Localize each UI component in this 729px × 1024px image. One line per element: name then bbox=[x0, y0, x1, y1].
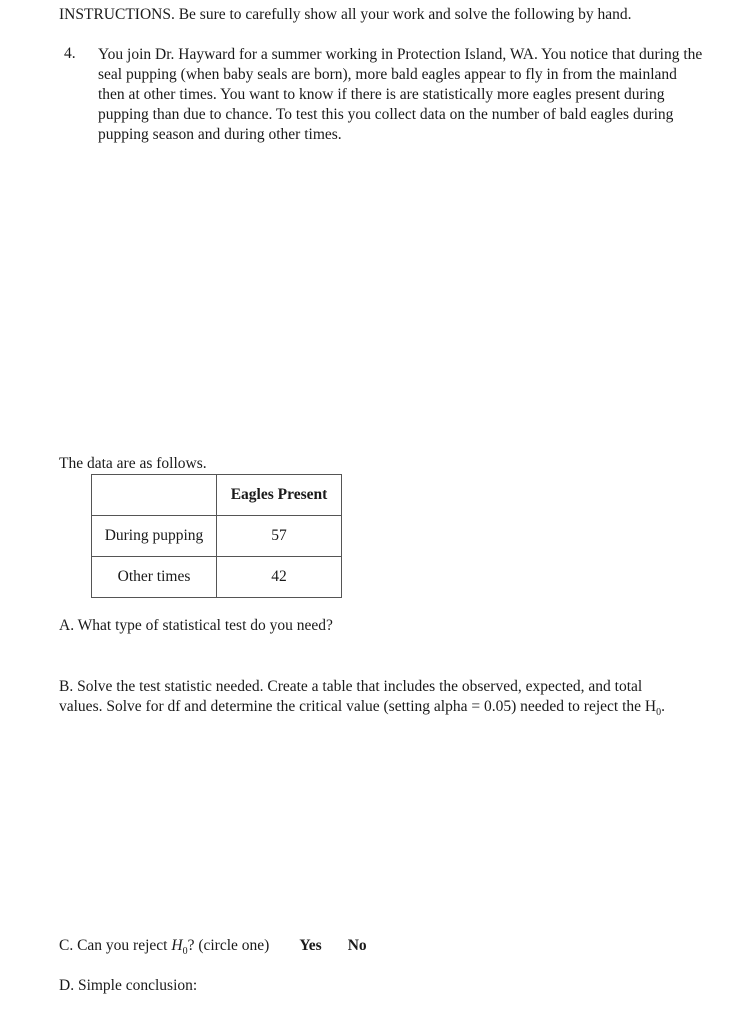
table-header-blank bbox=[92, 475, 217, 516]
question-text: You join Dr. Hayward for a summer working in Protection Island, WA. You notice that during the seal pupping (when baby seals are born), more bald eagles appear to fly in from the mainland then at other times. You want to know if there is are statistically more eagles present during pupping than due to chance. To test this you collect data on the number of bald eagles during pupping season and during other times. bbox=[98, 46, 703, 143]
row-value-during-pupping: 57 bbox=[217, 516, 342, 557]
question-number: 4. bbox=[64, 45, 76, 62]
no-option[interactable]: No bbox=[347, 937, 367, 954]
table-row bbox=[92, 516, 342, 557]
data-intro: The data are as follows. bbox=[59, 455, 207, 472]
part-b-text: B. Solve the test statistic needed. Create a table that includes the observed, expected, and total values. Solve for df and determine the critical value (setting alpha = 0.05) needed to reject the H bbox=[59, 678, 657, 715]
yes-option[interactable]: Yes bbox=[299, 937, 322, 954]
table-row bbox=[92, 557, 342, 598]
part-a-question: A. What type of statistical test do you need? bbox=[59, 617, 333, 634]
part-d-question: D. Simple conclusion: bbox=[59, 977, 198, 994]
row-value-other-times: 42 bbox=[217, 557, 342, 598]
instructions-line: INSTRUCTIONS. Be sure to carefully show all your work and solve the following by hand. bbox=[59, 6, 632, 23]
part-c-suffix: ? (circle one) bbox=[187, 937, 270, 954]
part-c-subscript: 0 bbox=[182, 946, 188, 958]
table-header-row bbox=[92, 475, 342, 516]
row-label-other-times: Other times bbox=[92, 557, 217, 598]
table-header-eagles-present: Eagles Present bbox=[217, 475, 342, 516]
part-b-question bbox=[59, 677, 679, 723]
part-b-subscript: 0 bbox=[656, 707, 662, 719]
part-b-end: . bbox=[661, 698, 665, 715]
row-label-during-pupping: During pupping bbox=[92, 516, 217, 557]
part-c-h: H bbox=[171, 937, 183, 954]
eagle-data-table bbox=[91, 474, 342, 598]
part-c-question bbox=[59, 937, 367, 957]
part-c-prefix: C. Can you reject bbox=[59, 937, 172, 954]
